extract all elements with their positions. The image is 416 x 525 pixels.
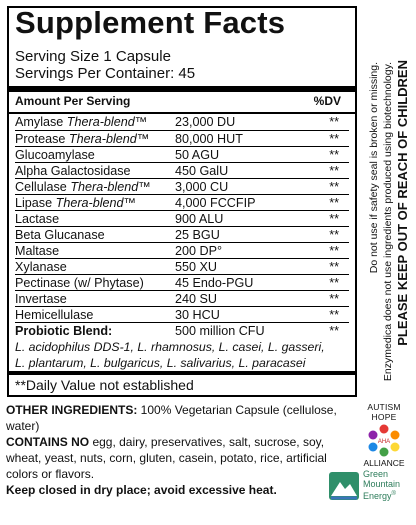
table-row xyxy=(15,226,349,242)
table-row xyxy=(15,242,349,258)
nutrient-name xyxy=(15,148,95,162)
autism-logo-bottom-text: ALLIANCE xyxy=(363,458,405,468)
nutrient-dv: ** xyxy=(329,292,339,306)
table-row xyxy=(15,162,349,178)
header-amount: Amount Per Serving xyxy=(15,94,131,108)
nutrient-name xyxy=(15,164,131,178)
other-ingredients-label: OTHER INGREDIENTS: xyxy=(6,403,138,417)
other-ingredients-text: 100% Vegetarian Capsule (cellulose, water) xyxy=(6,403,337,433)
probiotic-row xyxy=(15,322,349,339)
green-mountain-line1: Green xyxy=(363,469,389,479)
autism-logo-center-text: AHA xyxy=(377,439,391,445)
contains-no-text: egg, dairy, preservatives, salt, sucrose, soy, wheat, yeast, nuts, corn, gluten, casein, potato, rice, artificial colors or flavors. xyxy=(6,435,327,481)
nutrient-name xyxy=(15,115,147,129)
nutrient-name-plain: Xylanase xyxy=(15,260,67,274)
table-row xyxy=(15,194,349,210)
nutrient-amount: 50 AGU xyxy=(175,148,220,162)
probiotic-label: Probiotic Blend: xyxy=(15,324,113,338)
nutrient-name xyxy=(15,276,144,290)
green-mountain-line2: Mountain xyxy=(363,479,401,489)
nutrient-amount: 3,000 CU xyxy=(175,180,229,194)
nutrient-amount: 450 GalU xyxy=(175,164,229,178)
nutrient-amount: 550 XU xyxy=(175,260,218,274)
nutrient-name xyxy=(15,180,151,194)
nutrient-dv: ** xyxy=(329,308,339,322)
table-row xyxy=(15,114,349,130)
green-mountain-energy-logo xyxy=(329,464,413,508)
nutrient-name xyxy=(15,132,149,146)
nutrient-amount: 23,000 DU xyxy=(175,115,236,129)
thick-divider-bottom xyxy=(9,371,355,375)
nutrient-name-plain: Glucoamylase xyxy=(15,148,95,162)
green-mountain-line3-text: Energy xyxy=(363,491,392,501)
autism-hope-alliance-logo xyxy=(356,402,412,468)
nutrient-name-plain: Hemicellulase xyxy=(15,308,94,322)
thick-divider-top xyxy=(9,86,355,92)
autism-logo-top-text: AUTISM HOPE xyxy=(367,402,401,422)
safety-seal-notice: Do not use if safety seal is broken or missing. xyxy=(368,62,380,274)
nutrient-amount: 45 Endo-PGU xyxy=(175,276,254,290)
table-header xyxy=(15,94,349,110)
table-row xyxy=(15,178,349,194)
nutrient-name-blend: Thera-blend™ xyxy=(68,132,150,146)
contains-no xyxy=(6,434,344,482)
nutrient-name-plain: Beta Glucanase xyxy=(15,228,105,242)
children-warning: PLEASE KEEP OUT OF REACH OF CHILDREN xyxy=(395,60,410,346)
table-row xyxy=(15,274,349,290)
table-row xyxy=(15,306,349,322)
nutrient-amount: 240 SU xyxy=(175,292,218,306)
probiotic-dv: ** xyxy=(329,324,339,338)
table-row xyxy=(15,290,349,306)
ingredients-block xyxy=(6,402,344,498)
green-mountain-text xyxy=(363,469,400,501)
nutrient-name-plain: Cellulase xyxy=(15,180,71,194)
probiotic-amount: 500 million CFU xyxy=(175,324,265,338)
table-row xyxy=(15,210,349,226)
nutrient-dv: ** xyxy=(329,244,339,258)
header-dv: %DV xyxy=(313,94,341,108)
table-row xyxy=(15,146,349,162)
nutrient-dv: ** xyxy=(329,212,339,226)
nutrient-name xyxy=(15,308,93,322)
nutrient-dv: ** xyxy=(329,132,339,146)
probiotic-strains-line1: L. acidophilus DDS-1, L. rhamnosus, L. casei, L. gasseri, xyxy=(15,340,325,354)
nutrient-dv: ** xyxy=(329,148,339,162)
nutrient-dv: ** xyxy=(329,276,339,290)
nutrient-name-blend: Thera-blend™ xyxy=(66,115,148,129)
mountain-icon xyxy=(329,472,359,500)
nutrient-dv: ** xyxy=(329,260,339,274)
nutrient-dv: ** xyxy=(329,180,339,194)
table-row xyxy=(15,258,349,274)
nutrient-name-blend: Thera-blend™ xyxy=(70,180,151,194)
autism-flower-icon xyxy=(364,423,404,457)
green-mountain-line3 xyxy=(363,489,400,501)
panel-title: Supplement Facts xyxy=(15,5,286,40)
nutrient-dv: ** xyxy=(329,196,339,210)
nutrient-name-blend: Thera-blend™ xyxy=(55,196,137,210)
servings-per-container: Servings Per Container: 45 xyxy=(15,65,196,82)
biotech-notice: Enzymedica does not use ingredients produced using biotechnology. xyxy=(382,62,394,382)
nutrient-name-plain: Maltase xyxy=(15,244,60,258)
nutrient-name-plain: Lactase xyxy=(15,212,60,226)
nutrient-name-plain: Alpha Galactosidase xyxy=(15,164,131,178)
nutrient-name xyxy=(15,292,67,306)
nutrient-name xyxy=(15,244,59,258)
nutrient-amount: 200 DP° xyxy=(175,244,223,258)
registered-mark: ® xyxy=(391,491,396,497)
daily-value-footnote: **Daily Value not established xyxy=(15,377,194,393)
nutrient-name xyxy=(15,260,67,274)
other-ingredients xyxy=(6,402,344,434)
nutrient-amount: 30 HCU xyxy=(175,308,220,322)
nutrient-name-plain: Amylase xyxy=(15,115,67,129)
nutrient-amount: 4,000 FCCFIP xyxy=(175,196,256,210)
nutrient-name xyxy=(15,196,136,210)
nutrient-dv: ** xyxy=(329,164,339,178)
serving-size: Serving Size 1 Capsule xyxy=(15,48,171,65)
nutrient-amount: 900 ALU xyxy=(175,212,224,226)
nutrient-name-plain: Protease xyxy=(15,132,69,146)
nutrient-name-plain: Invertase xyxy=(15,292,67,306)
nutrient-dv: ** xyxy=(329,228,339,242)
probiotic-strains-line2: L. plantarum, L. bulgaricus, L. salivarius, L. paracasei xyxy=(15,356,306,370)
nutrient-amount: 25 BGU xyxy=(175,228,220,242)
nutrient-amount: 80,000 HUT xyxy=(175,132,243,146)
nutrient-name-plain: Lipase xyxy=(15,196,56,210)
nutrient-name xyxy=(15,212,59,226)
nutrient-name-plain: Pectinase (w/ Phytase) xyxy=(15,276,144,290)
contains-no-label: CONTAINS NO xyxy=(6,435,90,449)
supplement-facts-panel xyxy=(7,6,357,397)
table-row xyxy=(15,130,349,146)
nutrient-name xyxy=(15,228,105,242)
storage-instructions: Keep closed in dry place; avoid excessive heat. xyxy=(6,483,277,497)
nutrient-dv: ** xyxy=(329,115,339,129)
